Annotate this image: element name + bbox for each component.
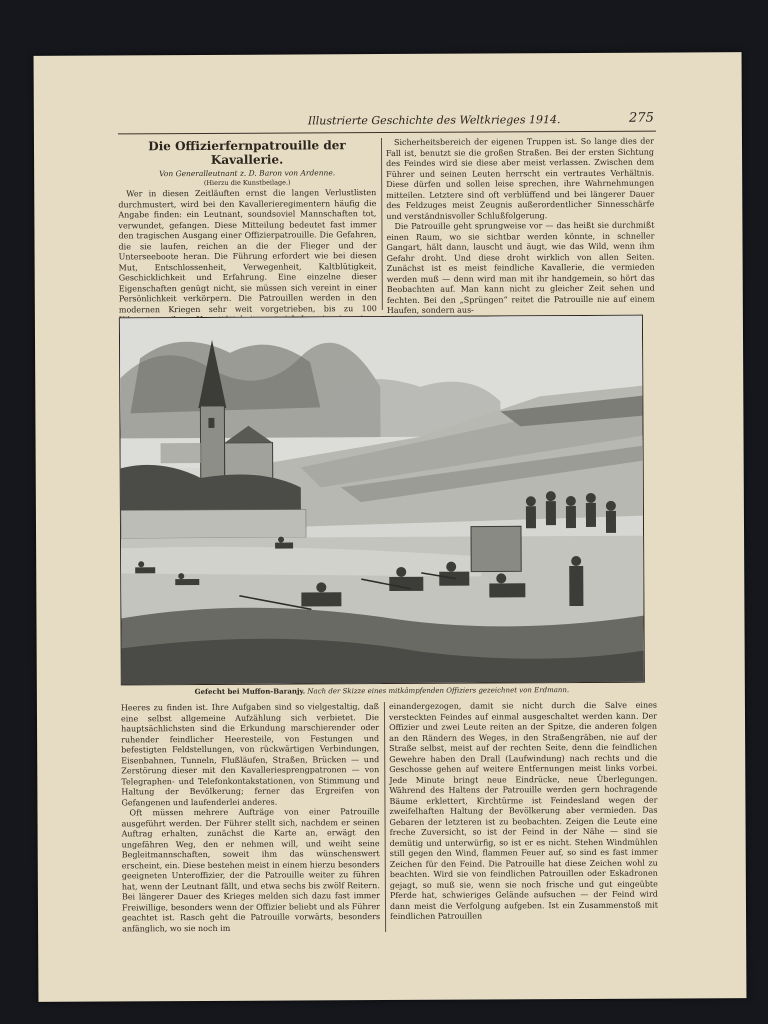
paragraph: Sicherheitsbereich der eigenen Truppen ist. So lange dies der Fall ist, benutzt sie die großen Straßen. Bei der ersten Sichtung des Feindes wird sie diese aber meist verlassen. Zwischen dem Führer und seinen Leuten herrscht ein vertrautes Verhältnis. Diese dürfen und sollen leise sprechen, ihre Wahrnehmungen mitteilen. Letztere sind oft verblüffend und bei längerer Dauer des Feldzuges meist Zeugnis außerordentlicher Sinnesschärfe und verständnisvoller Schlußfolgerung. [386, 136, 655, 221]
battle-illustration [119, 315, 645, 686]
paragraph: Oft müssen mehrere Aufträge von einer Patrouille ausgeführt werden. Der Führer stellt sich, nachdem er seinen Auftrag erhalten, zunächst die Karte an, erwägt den ungefähren Weg, den er nehmen will, und weiht seine Begleitmannschaften, soweit ihm das wünschenswert erscheint, ein. Diese bestehen meist in einem hierzu besonders geeigneten Unteroffizier, der die Patrouille weiter zu führen hat, wenn der Leutnant fällt, und etwa sechs bis zwölf Reitern. Bei längerer Dauer des Krieges melden sich dazu fast immer Freiwillige, besonders wenn der Offizier beliebt und als Führer geachtet ist. Rasch geht die Patrouille vorwärts, besonders anfänglich, wo sie noch im [121, 807, 381, 933]
article-title: Die Offizierfernpatrouille der Kavallerie. [148, 138, 346, 167]
article-byline: Von Generalleutnant z. D. Baron von Ardenne. [159, 168, 336, 179]
illustration-caption [121, 685, 643, 697]
column-top-right [386, 136, 655, 316]
column-bottom-right [389, 701, 658, 932]
page-number: 275 [628, 110, 654, 126]
newspaper-page [34, 52, 747, 1002]
paragraph: Wer in diesen Zeitläuften ernst die langen Verlustlisten durchmustert, wird bei den Kavallerieregimentern häufig die Angabe finden: ein Leutnant, soundsoviel Mannschaften tot, verwundet, gefangen. Diese Mitteilung bedeutet fast immer den tragischen Ausgang einer Offizierpatrouille. Die Gefahren, die sie laufen, reichen an die der Flieger und der Unterseeboote heran. Die Führung erfordert wie bei diesen Mut, Entschlossenheit, Verwegenheit, Kaltblütigkeit, Geschicklichkeit und Erfahrung. Eine einzelne dieser Eigenschaften genügt nicht, sie müssen sich vereint in einer Persönlichkeit verkörpern. Die Patrouillen werden in den modernen Kriegen sehr weit vorgetrieben, bis zu 100 [118, 188, 377, 314]
paragraph: Heeres zu finden ist. Ihre Aufgaben sind so vielgestaltig, daß eine selbst allgemeine Aufzählung sich verbietet. Die hauptsächlichsten sind die Erkundung marschierender oder ruhender feindlicher Heeresteile, von Festungen und befestigten Feldstellungen, von rückwärtigen Verbindungen, Eisenbahnen, Tunneln, Flußläufen, Straßen, Brücken — und Zerstörung dieser mit den Kavalleriesprengpatronen — von Telegraphen- und Telefonkontakstationen, von Stimmung und Haltung der Bevölkerung; ferner das Ergreifen von Gefangenen und laufenderlei anderes. [120, 702, 380, 807]
caption-text: Nach der Skizze eines mitkämpfenden Offiziers gezeichnet von Erdmann. [307, 686, 570, 696]
column-divider [381, 138, 383, 310]
paragraph: einandergezogen, damit sie nicht durch die Salve eines versteckten Feindes auf einmal ausgeschaltet werden kann. Der Offizier und zwei Leute reiten an der Spitze, die anderen folgen an den Rändern des Weges, in den Straßengräben, nie auf der Straße selbst, meist auf der rechten Seite, denn die feindlichen Gewehre haben den Drall (Laufwindung) nach rechts und die Geschosse gehen auf weitere Entfernungen meist links vorbei. Jede Minute bringt neue Eindrücke, neue Überlegungen. Während des Haltens der Patrouille werden gern hochragende Bäume erklettert, Kirchtürme ist Feindesland wegen der zweifelhaften Haltung der Bevölkerung aber vermieden. Das Gebaren der letzteren ist zu beobachten. Zeigen die Leute eine freche Zuversicht, so ist der Feind in der Nähe — sind sie demütig und unterwürfig, so ist er es nicht. Stehen Windmühlen still gegen den Wind, flammen Feuer auf, so sind es fast immer Zeichen für den Feind. Die Patrouille hat diese Zeichen wohl zu beachten. Wird sie von feindlichen Patrouillen oder Eskadronen gejagt, so muß sie, wenn sie noch frische und gut eingeübte Pferde hat, schwieriges Gelände aufsuchen — der Feind wird dann meist die Verfolgung aufgeben. Ist ein Zusammenstoß mit feindlichen Patrouillen [388, 700, 659, 922]
header-rule [118, 131, 656, 135]
caption-place: Gefecht bei Muffon-Baranjy. [194, 686, 306, 697]
running-head [118, 110, 654, 132]
column-top-left [118, 138, 377, 314]
running-title: Illustrierte Geschichte des Weltkrieges 1914. [307, 113, 561, 128]
column-divider [384, 702, 386, 932]
column-bottom-left [121, 702, 380, 933]
paragraph: Die Patrouille geht sprungweise vor — das heißt sie durchmißt einen Raum, wo sie sichtbar werden könnte, in schneller Gangart, hält dann, lauscht und äugt, wie das Wild, wenn ihm Gefahr droht. Und diese droht wirklich von allen Seiten. Zunächst ist es meist feindliche Kavallerie, die vermieden werden muß — denn wird man mit ihr handgemein, so hört das Beobachten auf. Man kann nicht zu gleicher Zeit sehen und fechten. Bei den „Sprüngen“ reitet die Patrouille nie auf einem Haufen, sondern aus- [386, 220, 655, 316]
article-note: (Hierzu die Kunstbeilage.) [203, 178, 291, 187]
battle-scene-drawing [120, 316, 644, 685]
